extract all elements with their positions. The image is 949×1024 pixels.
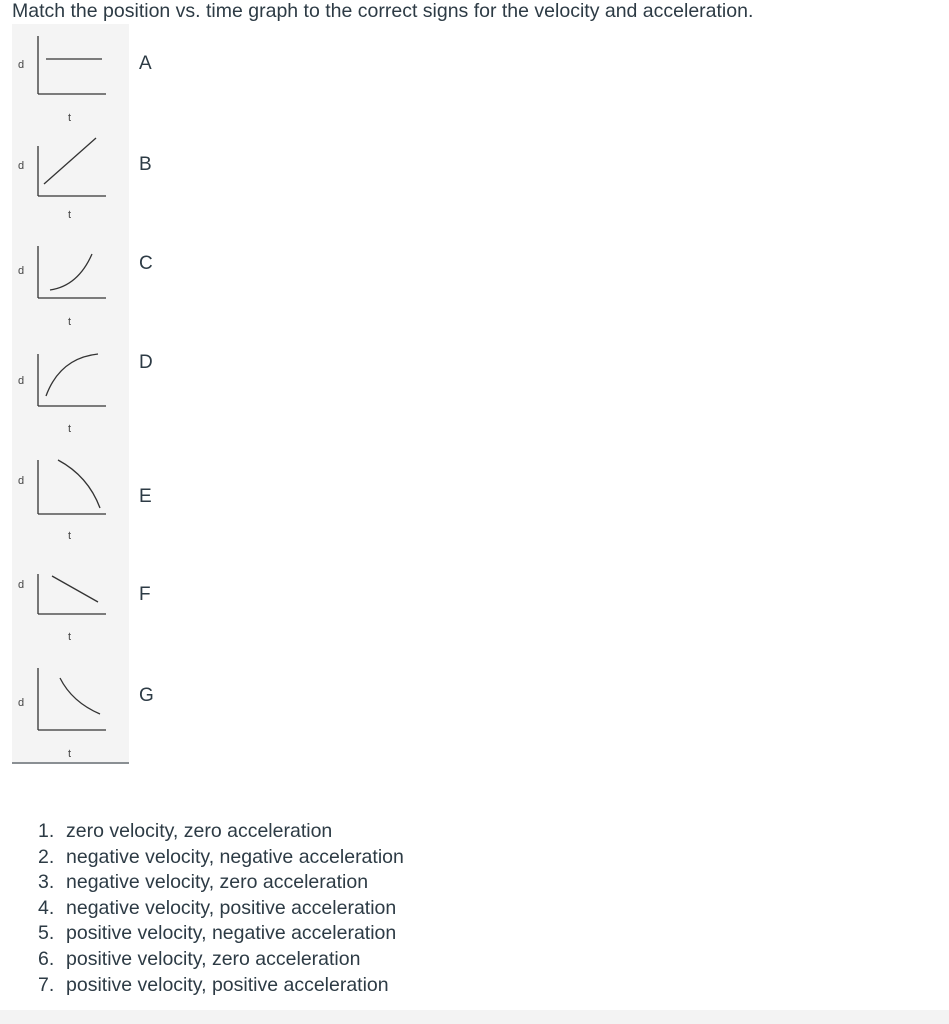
graph-b bbox=[18, 138, 106, 221]
graphs-svg bbox=[12, 24, 129, 762]
graph-a bbox=[18, 36, 106, 124]
answer-number: 1. bbox=[38, 820, 55, 842]
answer-list bbox=[38, 819, 404, 998]
answer-text: negative velocity, positive acceleration bbox=[66, 896, 397, 919]
question-prompt: Match the position vs. time graph to the correct signs for the velocity and acceleration. bbox=[12, 0, 754, 22]
answer-item bbox=[38, 947, 404, 973]
answer-number: 6. bbox=[38, 947, 55, 970]
graph-c-curve bbox=[50, 254, 92, 290]
graph-label-g: G bbox=[139, 685, 154, 706]
answer-item bbox=[38, 845, 404, 871]
graph-label-e: E bbox=[139, 486, 152, 507]
bottom-bar bbox=[0, 1010, 949, 1024]
graph-f-d-label: d bbox=[18, 579, 25, 591]
graph-g-d-label: d bbox=[18, 697, 25, 709]
graph-f-curve bbox=[52, 576, 98, 602]
graph-b-d-label: d bbox=[18, 160, 25, 172]
graph-a-t-label: t bbox=[68, 112, 72, 124]
answer-number: 3. bbox=[38, 871, 55, 894]
answer-item bbox=[38, 973, 404, 999]
graph-e-d-label: d bbox=[18, 475, 25, 487]
answer-text: negative velocity, negative acceleration bbox=[66, 845, 404, 868]
answer-text: zero velocity, zero acceleration bbox=[66, 820, 333, 842]
graph-label-b: B bbox=[139, 154, 152, 175]
graph-c bbox=[18, 246, 106, 328]
graph-c-d-label: d bbox=[18, 265, 25, 277]
graph-g-curve bbox=[60, 678, 100, 714]
answer-text: negative velocity, zero acceleration bbox=[66, 871, 369, 894]
answer-item bbox=[38, 819, 404, 845]
graph-d-d-label: d bbox=[18, 375, 25, 387]
answer-item bbox=[38, 921, 404, 947]
answer-number: 2. bbox=[38, 845, 55, 868]
graph-label-d: D bbox=[139, 352, 153, 373]
answer-text: positive velocity, zero acceleration bbox=[66, 947, 361, 970]
answer-item bbox=[38, 896, 404, 922]
graph-label-f: F bbox=[139, 584, 151, 605]
graph-f-t-label: t bbox=[68, 631, 72, 643]
answer-text: positive velocity, negative acceleration bbox=[66, 922, 397, 945]
graph-g-t-label: t bbox=[68, 748, 72, 760]
graph-a-d-label: d bbox=[18, 59, 25, 71]
graph-b-curve bbox=[44, 138, 96, 184]
graph-d-curve bbox=[46, 354, 98, 396]
answer-text: positive velocity, positive acceleration bbox=[66, 973, 389, 996]
answer-item bbox=[38, 870, 404, 896]
graph-e-t-label: t bbox=[68, 530, 72, 542]
answer-number: 7. bbox=[38, 973, 55, 996]
graph-label-c: C bbox=[139, 253, 153, 274]
graph-f bbox=[18, 574, 106, 643]
graph-e-curve bbox=[58, 460, 100, 508]
graph-d bbox=[18, 354, 106, 435]
answer-number: 4. bbox=[38, 896, 55, 919]
graph-c-t-label: t bbox=[68, 316, 72, 328]
graph-g bbox=[18, 668, 106, 760]
graph-b-t-label: t bbox=[68, 209, 72, 221]
graph-label-a: A bbox=[139, 53, 152, 74]
graph-d-t-label: t bbox=[68, 423, 72, 435]
answer-number: 5. bbox=[38, 922, 55, 945]
graph-e bbox=[18, 460, 106, 542]
graphs-panel bbox=[12, 24, 129, 764]
